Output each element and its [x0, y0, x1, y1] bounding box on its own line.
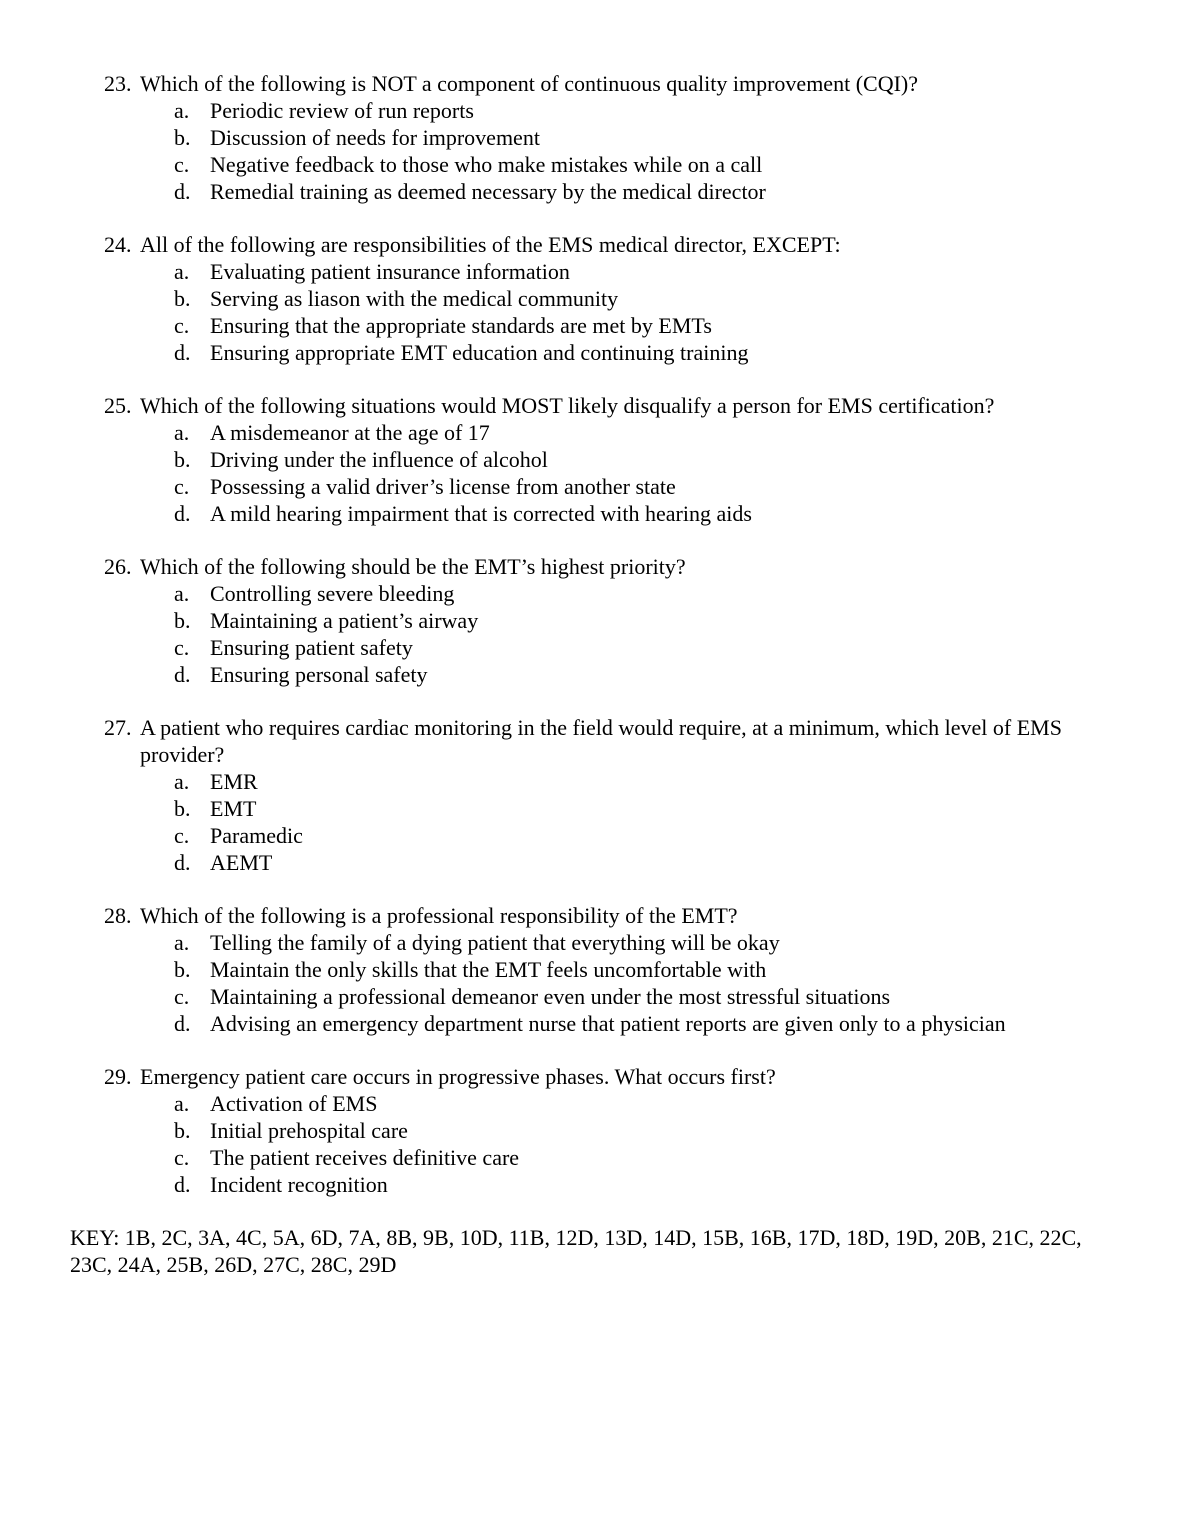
option-text: Periodic review of run reports	[210, 98, 474, 123]
option-text: Ensuring that the appropriate standards are met by EMTs	[210, 313, 712, 338]
question-26	[104, 553, 1134, 688]
answer-option-a	[104, 580, 1134, 607]
option-text: Activation of EMS	[210, 1091, 378, 1116]
answer-option-d	[104, 339, 1134, 366]
option-letter: c.	[174, 152, 190, 177]
option-letter: a.	[174, 769, 190, 794]
option-text: Initial prehospital care	[210, 1118, 408, 1143]
option-letter: b.	[174, 125, 191, 150]
answer-option-b	[104, 1117, 1134, 1144]
question-text: Emergency patient care occurs in progressive phases. What occurs first?	[140, 1064, 776, 1089]
option-letter: b.	[174, 286, 191, 311]
answer-option-b	[104, 285, 1134, 312]
question-text: Which of the following should be the EMT’s highest priority?	[140, 554, 686, 579]
answer-option-d	[104, 661, 1134, 688]
question-text: All of the following are responsibilities of the EMS medical director, EXCEPT:	[140, 232, 841, 257]
option-text: Paramedic	[210, 823, 303, 848]
option-text: A mild hearing impairment that is corrected with hearing aids	[210, 501, 752, 526]
option-letter: c.	[174, 313, 190, 338]
option-letter: b.	[174, 447, 191, 472]
answer-options	[104, 258, 1134, 366]
question-text: Which of the following is a professional responsibility of the EMT?	[140, 903, 738, 928]
answer-option-c	[104, 983, 1134, 1010]
answer-options	[104, 419, 1134, 527]
answer-option-a	[104, 419, 1134, 446]
answer-options	[104, 1090, 1134, 1198]
answer-option-a	[104, 1090, 1134, 1117]
answer-key: KEY: 1B, 2C, 3A, 4C, 5A, 6D, 7A, 8B, 9B, 10D, 11B, 12D, 13D, 14D, 15B, 16B, 17D, 18D, 19D, 20B, 21C, 22C, 23C, 24A, 25B, 26D, 27C, 28C, 29D	[70, 1225, 1082, 1277]
option-letter: b.	[174, 1118, 191, 1143]
question-number: 28.	[104, 903, 132, 928]
question-25	[104, 392, 1134, 527]
answer-option-a	[104, 768, 1134, 795]
option-text: Possessing a valid driver’s license from another state	[210, 474, 676, 499]
answer-options	[104, 580, 1134, 688]
answer-option-d	[104, 1010, 1134, 1037]
answer-option-b	[104, 124, 1134, 151]
question-number: 27.	[104, 715, 132, 740]
option-text: Driving under the influence of alcohol	[210, 447, 548, 472]
option-text: Controlling severe bleeding	[210, 581, 455, 606]
option-text: Ensuring patient safety	[210, 635, 413, 660]
option-text: Evaluating patient insurance information	[210, 259, 570, 284]
option-text: Ensuring appropriate EMT education and continuing training	[210, 340, 749, 365]
question-stem	[104, 553, 1134, 580]
option-letter: c.	[174, 984, 190, 1009]
answer-option-c	[104, 1144, 1134, 1171]
answer-option-c	[104, 473, 1134, 500]
option-letter: d.	[174, 1011, 191, 1036]
answer-option-b	[104, 956, 1134, 983]
option-letter: d.	[174, 340, 191, 365]
answer-option-a	[104, 258, 1134, 285]
question-stem	[104, 231, 1134, 258]
question-number: 23.	[104, 71, 132, 96]
option-text: EMT	[210, 796, 257, 821]
option-letter: b.	[174, 608, 191, 633]
question-text: Which of the following is NOT a component of continuous quality improvement (CQI)?	[140, 71, 918, 96]
option-letter: a.	[174, 930, 190, 955]
question-27	[104, 714, 1134, 876]
option-letter: d.	[174, 1172, 191, 1197]
option-text: Discussion of needs for improvement	[210, 125, 540, 150]
answer-option-a	[104, 97, 1134, 124]
answer-option-d	[104, 178, 1134, 205]
answer-option-d	[104, 1171, 1134, 1198]
answer-option-c	[104, 634, 1134, 661]
option-letter: b.	[174, 796, 191, 821]
answer-option-b	[104, 607, 1134, 634]
answer-option-c	[104, 312, 1134, 339]
option-letter: d.	[174, 850, 191, 875]
question-stem	[104, 392, 1134, 419]
option-text: Maintain the only skills that the EMT feels uncomfortable with	[210, 957, 767, 982]
option-text: Negative feedback to those who make mistakes while on a call	[210, 152, 763, 177]
question-23	[104, 70, 1134, 205]
option-text: Ensuring personal safety	[210, 662, 428, 687]
question-28	[104, 902, 1134, 1037]
answer-option-d	[104, 500, 1134, 527]
answer-option-a	[104, 929, 1134, 956]
option-letter: c.	[174, 474, 190, 499]
question-number: 26.	[104, 554, 132, 579]
option-letter: d.	[174, 501, 191, 526]
question-number: 24.	[104, 232, 132, 257]
option-text: Serving as liason with the medical community	[210, 286, 619, 311]
option-text: AEMT	[210, 850, 273, 875]
answer-option-d	[104, 849, 1134, 876]
question-29	[104, 1063, 1134, 1198]
answer-options	[104, 929, 1134, 1037]
option-letter: d.	[174, 662, 191, 687]
question-text: Which of the following situations would MOST likely disqualify a person for EMS certification?	[140, 393, 995, 418]
option-text: A misdemeanor at the age of 17	[210, 420, 490, 445]
option-text: The patient receives definitive care	[210, 1145, 520, 1170]
answer-option-c	[104, 822, 1134, 849]
option-letter: d.	[174, 179, 191, 204]
answer-options	[104, 768, 1134, 876]
option-letter: a.	[174, 581, 190, 606]
option-text: Maintaining a professional demeanor even under the most stressful situations	[210, 984, 891, 1009]
option-text: Telling the family of a dying patient that everything will be okay	[210, 930, 780, 955]
option-text: EMR	[210, 769, 258, 794]
question-number: 25.	[104, 393, 132, 418]
option-letter: b.	[174, 957, 191, 982]
question-24	[104, 231, 1134, 366]
option-letter: c.	[174, 635, 190, 660]
option-letter: c.	[174, 823, 190, 848]
option-text: Remedial training as deemed necessary by the medical director	[210, 179, 766, 204]
option-text: Incident recognition	[210, 1172, 388, 1197]
question-stem	[104, 902, 1134, 929]
question-stem	[104, 70, 1134, 97]
option-text: Maintaining a patient’s airway	[210, 608, 479, 633]
answer-option-c	[104, 151, 1134, 178]
question-stem	[104, 714, 1134, 768]
option-letter: a.	[174, 98, 190, 123]
option-letter: a.	[174, 420, 190, 445]
answer-option-b	[104, 795, 1134, 822]
option-letter: a.	[174, 1091, 190, 1116]
option-letter: a.	[174, 259, 190, 284]
question-stem	[104, 1063, 1134, 1090]
option-letter: c.	[174, 1145, 190, 1170]
answer-options	[104, 97, 1134, 205]
question-number: 29.	[104, 1064, 132, 1089]
answer-option-b	[104, 446, 1134, 473]
option-text: Advising an emergency department nurse that patient reports are given only to a physician	[210, 1011, 1006, 1036]
question-text: A patient who requires cardiac monitoring in the field would require, at a minimum, which level of EMS provider?	[140, 715, 1062, 767]
